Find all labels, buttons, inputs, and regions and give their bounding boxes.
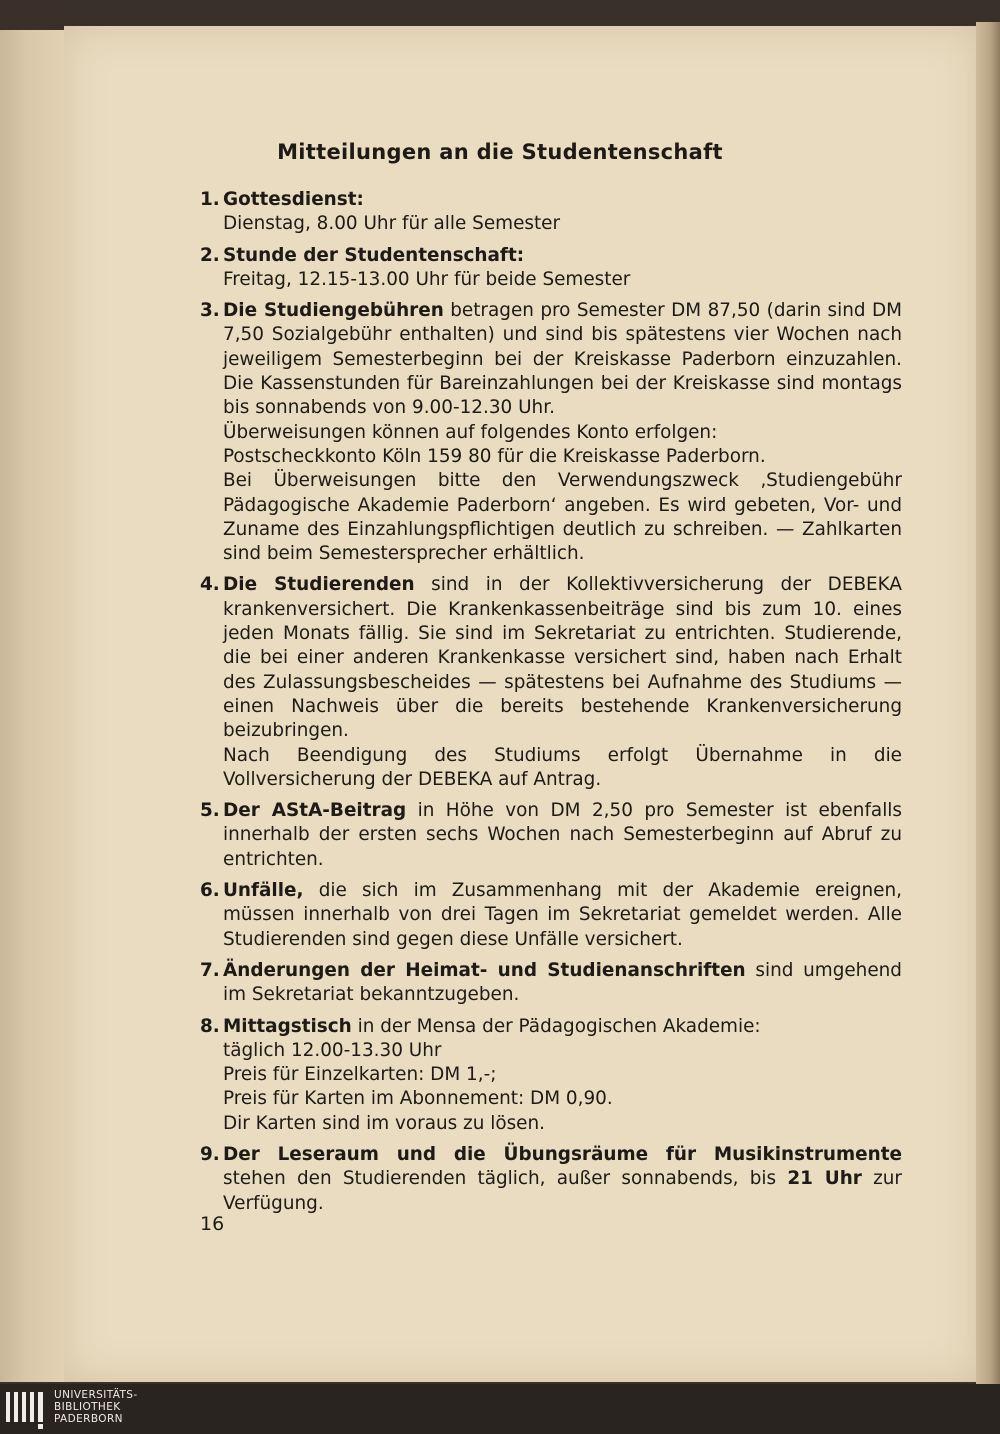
page-title: Mitteilungen an die Studentenschaft [277,140,723,164]
list-item-1 [200,188,902,237]
item-bold-time: 21 Uhr [787,1168,862,1190]
item-number: 8. [200,1015,220,1037]
item-number: 4. [200,574,220,596]
list-item-5 [200,799,902,872]
page-edge-right [976,22,1000,1384]
item-text-tail: zur Verfügung. [223,1168,902,1214]
list-item-7 [200,959,902,1008]
item-number: 5. [200,800,220,822]
logo-line: BIBLIOTHEK [54,1401,121,1413]
item-heading: Die Studiengebühren [223,300,444,322]
library-logo-text [54,1389,138,1425]
page-edge-left [0,30,66,1382]
item-line: Postscheckkonto Köln 159 80 für die Kreiskasse Paderborn. [223,445,766,467]
item-line: täglich 12.00-13.30 Uhr [223,1039,442,1061]
item-line: Überweisungen können auf folgendes Konto erfolgen: [223,421,718,443]
item-number: 1. [200,189,220,210]
logo-line: PADERBORN [54,1413,123,1425]
item-heading: Der AStA-Beitrag [223,800,407,822]
item-heading: Die Studierenden [223,574,415,596]
item-text: die sich im Zusammenhang mit der Akademie ereignen, müssen innerhalb von drei Tagen im Sekretariat gemeldet werden. Alle Studierenden sind gegen diese Unfälle versichert. [223,880,902,950]
list-item-3 [200,299,902,566]
item-heading: Mittagstisch [223,1015,352,1037]
item-number: 6. [200,880,220,902]
item-line: Freitag, 12.15-13.00 Uhr für beide Semester [223,268,631,290]
list-item-8 [200,1015,902,1136]
item-line: Dir Karten sind im voraus zu lösen. [223,1112,545,1134]
item-number: 7. [200,959,220,981]
item-heading: Gottesdienst: [223,189,364,210]
item-line: Preis für Karten im Abonnement: DM 0,90. [223,1088,613,1110]
item-paragraph: Nach Beendigung des Studiums erfolgt Übernahme in die Vollversicherung der DEBEKA auf Antrag. [223,744,902,790]
library-footer [0,1384,1000,1434]
announcement-list [200,188,902,1223]
list-item-4 [200,573,902,792]
item-heading: Der Leseraum und die Übungsräume für Musikinstrumente [223,1143,902,1165]
page-number: 16 [200,1213,225,1235]
list-item-2 [200,244,902,293]
item-line: Dienstag, 8.00 Uhr für alle Semester [223,213,561,235]
list-item-6 [200,879,902,952]
item-heading: Stunde der Studentenschaft: [223,244,525,266]
item-number: 9. [200,1143,220,1165]
item-text: in Höhe von DM 2,50 pro Semester ist ebenfalls innerhalb der ersten sechs Wochen nach Semesterbeginn auf Abruf zu entrichten. [223,800,902,870]
logo-line: UNIVERSITÄTS- [54,1389,138,1401]
item-heading: Unfälle, [223,880,304,902]
item-number: 3. [200,300,220,322]
item-text: sind in der Kollektivversicherung der DEBEKA krankenversichert. Die Krankenkassenbeiträge sind bis zum 10. eines jeden Monats fällig. Sie sind im Sekretariat zu entrichten. Studierende, die bei einer anderen Krankenkasse versichert sind, haben nach Erhalt des Zulassungsbescheides — spätestens bei Aufnahme des Studiums — einen Nachweis über die bereits bestehende Krankenversicherung beizubringen. [223,574,902,742]
item-text: in der Mensa der Pädagogischen Akademie: [357,1015,761,1037]
item-heading: Änderungen der Heimat- und Studienanschriften [223,959,746,981]
item-text: betragen pro Semester DM 87,50 (darin sind DM 7,50 Sozialgebühr enthalten) und sind bis spätestens vier Wochen nach jeweiligem Semesterbeginn bei der Kreiskasse Paderborn einzuzahlen. Die Kassenstunden für Bareinzahlungen bei der Kreiskasse sind montags bis sonnabends von 9.00-12.30 Uhr. [223,300,902,419]
library-logo-icon [4,1388,48,1430]
item-text: stehen den Studierenden täglich, außer sonnabends, bis [223,1168,777,1190]
item-text: sind umgehend im Sekretariat bekanntzugeben. [223,959,902,1006]
item-number: 2. [200,244,220,266]
item-paragraph: Bei Überweisungen bitte den Verwendungszweck ‚Studiengebühr Pädagogische Akademie Paderborn‘ angeben. Es wird gebeten, Vor- und Zuname des Einzahlungspflichtigen deutlich zu schreiben. — Zahlkarten sind beim Semestersprecher erhältlich. [223,470,902,565]
list-item-9 [200,1143,902,1216]
item-line: Preis für Einzelkarten: DM 1,-; [223,1064,497,1086]
